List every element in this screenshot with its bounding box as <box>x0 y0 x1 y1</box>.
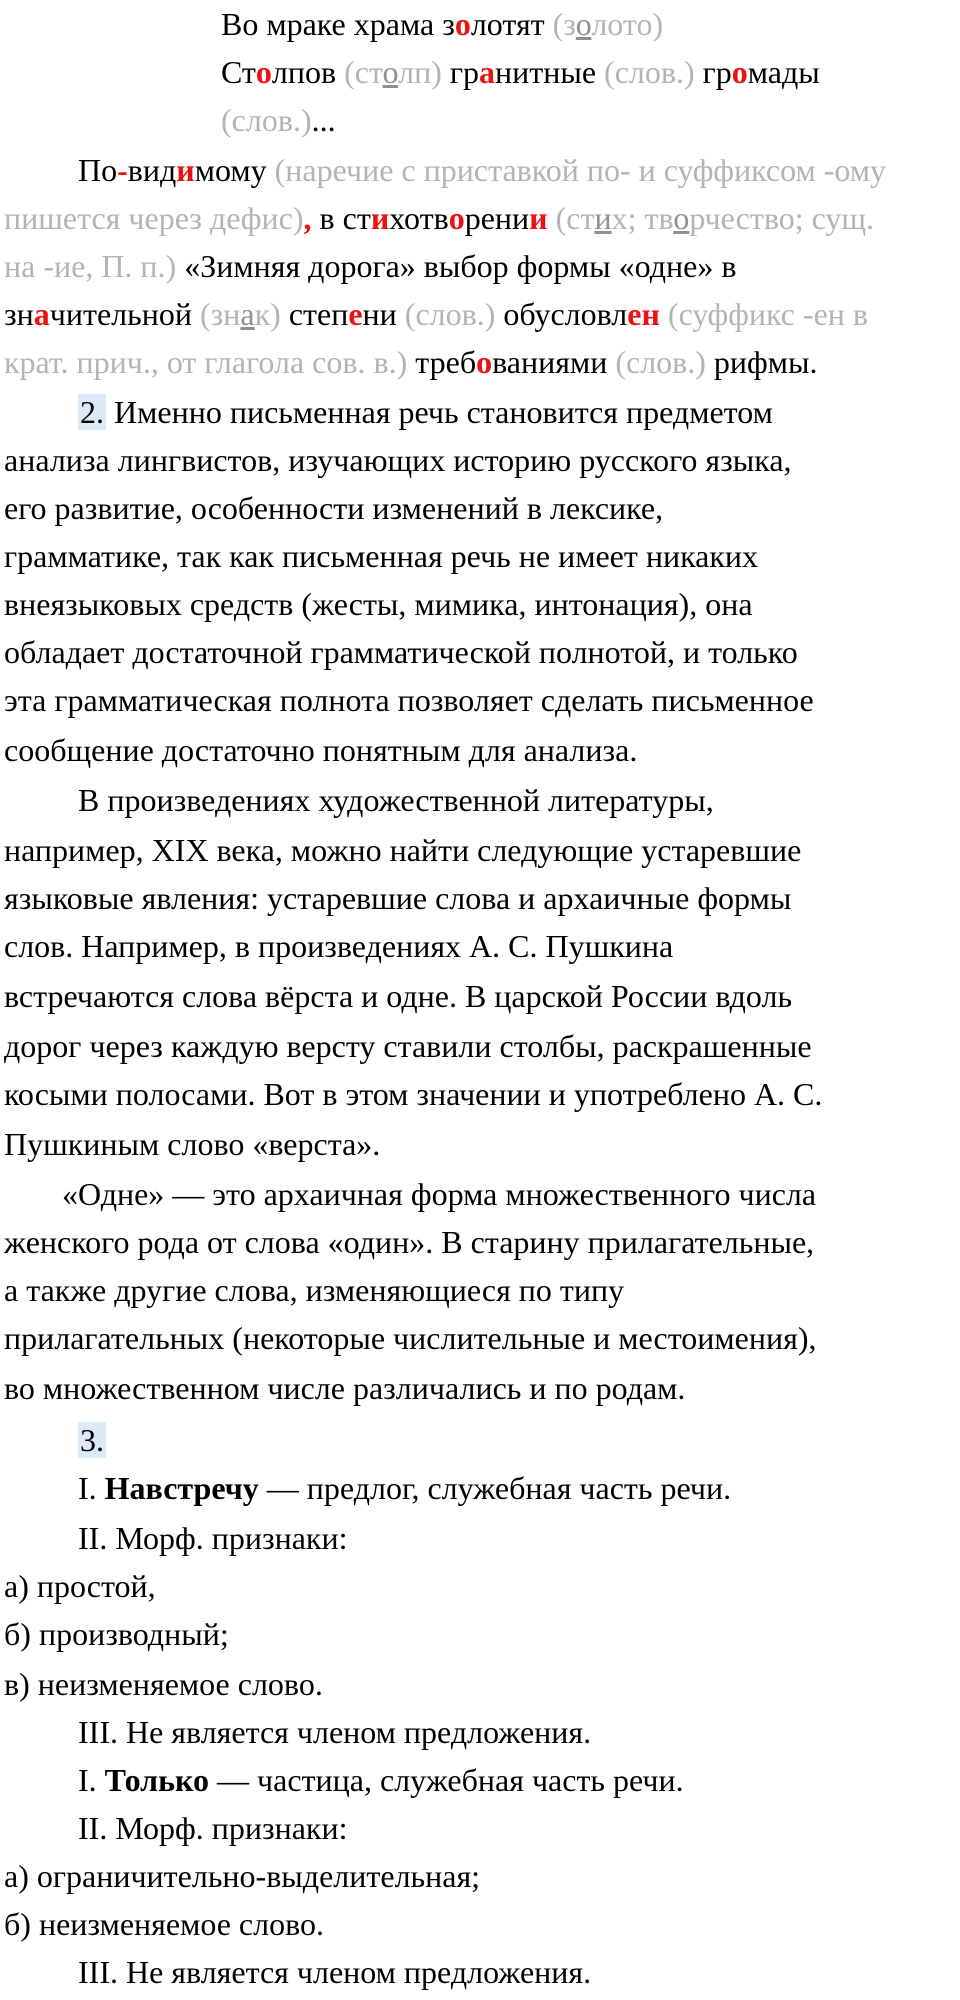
poem-line-2: Столпов (столп) гранитные (слов.) громады <box>221 54 820 90</box>
s2-line-5: внеязыковых средств (жесты, мимика, интонация), она <box>4 586 753 622</box>
word2-feature-b: б) неизменяемое слово. <box>4 1906 324 1942</box>
section-number-3: 3. <box>80 1422 104 1458</box>
s2-line-3: его развитие, особенности изменений в лексике, <box>4 490 664 526</box>
p1-line-1: По-видимому (наречие с приставкой по- и суффиксом -ому <box>78 152 886 188</box>
word2-name: Только <box>104 1762 210 1798</box>
word1-syntax: III. Не является членом предложения. <box>78 1714 592 1750</box>
word2-morph-heading: II. Морф. признаки: <box>78 1810 348 1846</box>
s2-para2-line-7: косыми полосами. Вот в этом значении и употреблено А. С. <box>4 1076 823 1112</box>
s2-para2-line-4: слов. Например, в произведениях А. С. Пушкина <box>4 928 674 964</box>
word1-morph-heading: II. Морф. признаки: <box>78 1520 348 1556</box>
s2-para2-line-3: языковые явления: устаревшие слова и архаичные формы <box>4 880 792 916</box>
s3-number-line <box>78 1420 106 1460</box>
poem-line-3: (слов.)... <box>221 102 336 138</box>
word2-syntax: III. Не является членом предложения. <box>78 1954 592 1990</box>
s2-line-8: сообщение достаточно понятным для анализа. <box>4 732 638 768</box>
s2-para3-line-3: а также другие слова, изменяющиеся по типу <box>4 1272 625 1308</box>
p1-line-3: на -ие, П. п.) «Зимняя дорога» выбор формы «одне» в <box>4 248 737 284</box>
word1-feature-b: б) производный; <box>4 1616 229 1652</box>
s2-para2-line-1: В произведениях художественной литературы, <box>78 782 714 818</box>
s2-line-1: 2. Именно письменная речь становится предметом <box>80 394 773 430</box>
s2-line-2: анализа лингвистов, изучающих историю русского языка, <box>4 442 792 478</box>
s2-para2-line-8: Пушкиным слово «верста». <box>4 1126 381 1162</box>
word2-feature-a: а) ограничительно-выделительная; <box>4 1858 481 1894</box>
word1-feature-c: в) неизменяемое слово. <box>4 1666 323 1702</box>
s2-para3-line-5: во множественном числе различались и по родам. <box>4 1370 686 1406</box>
poem-line-1: Во мраке храма золотят (золото) <box>221 6 664 42</box>
s2-para2-line-6: дорог через каждую версту ставили столбы, раскрашенные <box>4 1028 812 1064</box>
s2-para2-line-2: например, XIX века, можно найти следующие устаревшие <box>4 832 802 868</box>
s2-line-7: эта грамматическая полнота позволяет сделать письменное <box>4 682 814 718</box>
s2-para2-line-5: встречаются слова вёрста и одне. В царской России вдоль <box>4 978 793 1014</box>
word1-title: I. Навстречу — предлог, служебная часть речи. <box>78 1470 732 1506</box>
s2-line-6: обладает достаточной грамматической полнотой, и только <box>4 634 798 670</box>
section-number-2: 2. <box>80 394 104 430</box>
s2-para3-line-1: «Одне» — это архаичная форма множественного числа <box>62 1176 817 1212</box>
word2-title: I. Только — частица, служебная часть речи. <box>78 1762 684 1798</box>
s2-line-4: грамматике, так как письменная речь не имеет никаких <box>4 538 759 574</box>
p1-line-2: пишется через дефис), в стихотворении (стих; творчество; сущ. <box>4 200 875 236</box>
s2-para3-line-4: прилагательных (некоторые числительные и местоимения), <box>4 1320 817 1356</box>
p1-line-4: значительной (знак) степени (слов.) обусловлен (суффикс -ен в <box>4 296 868 332</box>
s2-para3-line-2: женского рода от слова «один». В старину прилагательные, <box>4 1224 815 1260</box>
p1-line-5: крат. прич., от глагола сов. в.) требованиями (слов.) рифмы. <box>4 344 818 380</box>
word1-feature-a: а) простой, <box>4 1568 156 1604</box>
word1-name: Навстречу <box>104 1470 259 1506</box>
